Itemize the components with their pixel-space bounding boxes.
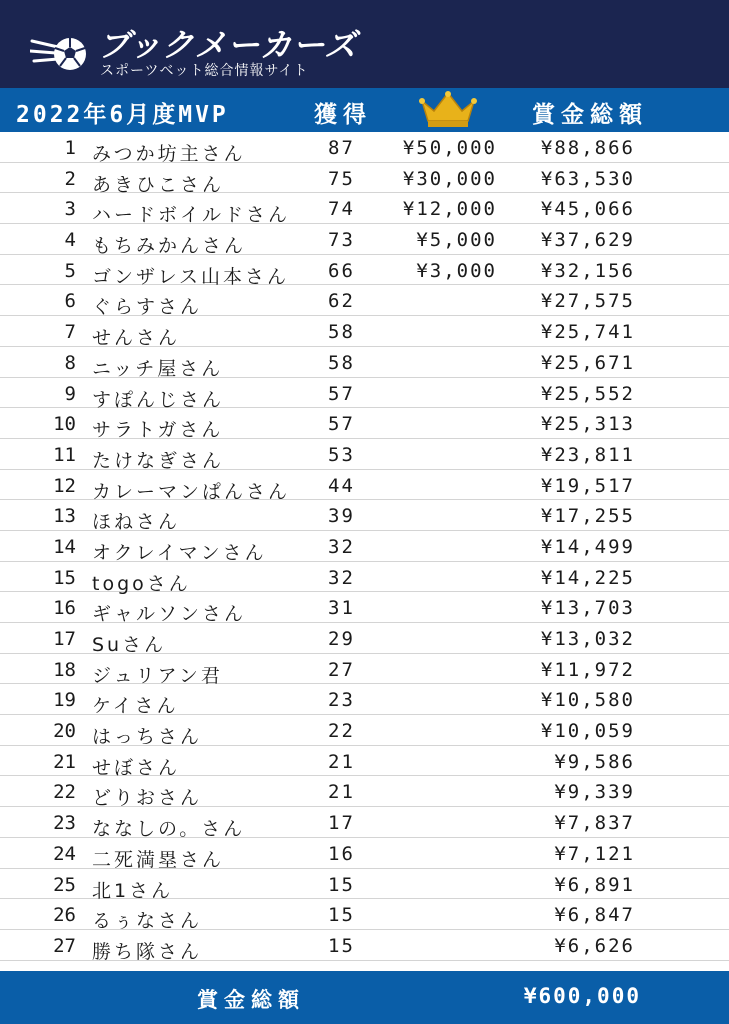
points-cell: 21 xyxy=(328,781,355,804)
table-row xyxy=(0,776,729,810)
table-row xyxy=(0,378,729,409)
table-row xyxy=(0,654,729,685)
points-cell: 17 xyxy=(328,812,355,835)
total-prize-header: 賞金総額 xyxy=(532,102,648,128)
prize-cell: ¥25,552 xyxy=(540,382,635,405)
table-header xyxy=(0,88,729,132)
rank-cell: 18 xyxy=(53,658,76,681)
points-cell: 32 xyxy=(328,566,355,589)
name-cell: あきひこさん xyxy=(92,173,225,196)
rank-cell: 10 xyxy=(53,413,76,436)
table-row xyxy=(0,930,729,961)
points-cell: 44 xyxy=(328,474,355,497)
points-cell: 62 xyxy=(328,290,355,313)
points-cell: 22 xyxy=(328,720,355,743)
soccer-ball-icon xyxy=(30,27,88,77)
name-cell: ゴンザレス山本さん xyxy=(92,265,290,288)
prize-cell: ¥17,255 xyxy=(540,505,635,528)
prize-cell: ¥11,972 xyxy=(540,658,635,681)
rank-cell: 27 xyxy=(53,934,76,957)
bonus-cell: ¥5,000 xyxy=(416,229,497,252)
prize-cell: ¥14,225 xyxy=(540,566,635,589)
prize-cell: ¥13,032 xyxy=(540,628,635,650)
table-row xyxy=(0,869,729,900)
table-row xyxy=(0,163,729,194)
table-row xyxy=(0,562,729,593)
prize-cell: ¥13,703 xyxy=(540,597,635,620)
points-cell: 87 xyxy=(328,137,355,159)
footer-total-value: ¥600,000 xyxy=(523,984,641,1008)
name-cell: サラトガさん xyxy=(92,419,224,442)
points-cell: 32 xyxy=(328,535,355,558)
prize-cell: ¥25,671 xyxy=(540,351,635,374)
table-row xyxy=(0,807,729,841)
rank-cell: 5 xyxy=(64,259,76,282)
rank-cell: 1 xyxy=(64,137,76,159)
footer-label: 賞金総額 xyxy=(197,988,305,1012)
name-cell: せぼさん xyxy=(92,756,181,779)
table-row xyxy=(0,255,729,286)
points-cell: 16 xyxy=(328,842,355,865)
rank-cell: 19 xyxy=(53,689,76,712)
prize-cell: ¥27,575 xyxy=(540,290,635,313)
table-footer xyxy=(0,971,729,1024)
points-cell: 15 xyxy=(328,904,355,927)
prize-cell: ¥6,847 xyxy=(554,904,635,927)
name-cell: ジュリアン君 xyxy=(92,664,223,687)
table-row xyxy=(0,316,729,350)
points-cell: 58 xyxy=(328,321,355,344)
name-cell: もちみかんさん xyxy=(92,235,247,258)
rank-cell: 21 xyxy=(53,750,76,773)
prize-cell: ¥6,626 xyxy=(554,934,635,957)
name-cell: togoさん xyxy=(92,572,191,595)
name-cell: 勝ち隊さん xyxy=(92,940,203,963)
rank-cell: 17 xyxy=(53,628,76,650)
rank-cell: 15 xyxy=(53,566,76,589)
rank-cell: 25 xyxy=(53,873,76,896)
name-cell: 二死満塁さん xyxy=(92,848,225,871)
table-row xyxy=(0,531,729,562)
prize-cell: ¥9,339 xyxy=(554,781,635,804)
table-row xyxy=(0,500,729,534)
bonus-cell: ¥50,000 xyxy=(402,137,497,159)
rank-cell: 7 xyxy=(64,321,76,344)
prize-cell: ¥23,811 xyxy=(540,443,635,466)
points-cell: 53 xyxy=(328,443,355,466)
table-row xyxy=(0,715,729,749)
bonus-cell: ¥3,000 xyxy=(416,259,497,282)
points-cell: 23 xyxy=(328,689,355,712)
brand-subtitle: スポーツベット総合情報サイト xyxy=(100,63,309,79)
prize-cell: ¥10,059 xyxy=(540,720,635,743)
rank-cell: 24 xyxy=(53,842,76,865)
rank-cell: 14 xyxy=(53,535,76,558)
name-cell: はっちさん xyxy=(92,726,203,749)
table-row xyxy=(0,470,729,501)
points-cell: 15 xyxy=(328,934,355,957)
prize-cell: ¥10,580 xyxy=(540,689,635,712)
table-row xyxy=(0,746,729,777)
prize-cell: ¥25,313 xyxy=(540,413,635,436)
bonus-cell: ¥30,000 xyxy=(402,167,497,190)
page-title: 2022年6月度MVP xyxy=(16,102,229,128)
points-cell: 21 xyxy=(328,750,355,773)
points-cell: 27 xyxy=(328,658,355,681)
rank-cell: 2 xyxy=(64,167,76,190)
prize-cell: ¥19,517 xyxy=(540,474,635,497)
prize-cell: ¥63,530 xyxy=(540,167,635,190)
name-cell: るぅなさん xyxy=(92,910,203,933)
table-row xyxy=(0,132,729,163)
prize-cell: ¥7,837 xyxy=(554,812,635,835)
table-row xyxy=(0,899,729,933)
name-cell: オクレイマンさん xyxy=(92,541,267,564)
points-header: 獲得 xyxy=(314,102,372,128)
rank-cell: 9 xyxy=(64,382,76,405)
points-cell: 73 xyxy=(328,229,355,252)
rank-cell: 12 xyxy=(53,474,76,497)
points-cell: 15 xyxy=(328,873,355,896)
points-cell: 29 xyxy=(328,628,355,650)
points-cell: 58 xyxy=(328,351,355,374)
name-cell: ケイさん xyxy=(92,695,179,718)
prize-cell: ¥9,586 xyxy=(554,750,635,773)
rank-cell: 23 xyxy=(53,812,76,835)
table-row xyxy=(0,224,729,258)
rank-cell: 16 xyxy=(53,597,76,620)
rank-cell: 8 xyxy=(64,351,76,374)
points-cell: 31 xyxy=(328,597,355,620)
prize-cell: ¥14,499 xyxy=(540,535,635,558)
rank-cell: 20 xyxy=(53,720,76,743)
name-cell: ハードボイルドさん xyxy=(92,204,291,227)
name-cell: Suさん xyxy=(92,634,167,656)
prize-cell: ¥88,866 xyxy=(540,137,635,159)
name-cell: ニッチ屋さん xyxy=(92,357,224,380)
brand-name[interactable]: ブックメーカーズ xyxy=(98,26,358,64)
table-row xyxy=(0,439,729,470)
bonus-cell: ¥12,000 xyxy=(402,198,497,221)
rank-cell: 26 xyxy=(53,904,76,927)
name-cell: たけなぎさん xyxy=(92,449,225,472)
name-cell: すぽんじさん xyxy=(92,388,225,411)
rank-cell: 13 xyxy=(53,505,76,528)
prize-cell: ¥37,629 xyxy=(540,229,635,252)
rank-cell: 4 xyxy=(64,229,76,252)
prize-cell: ¥25,741 xyxy=(540,321,635,344)
name-cell: ほねさん xyxy=(92,511,181,534)
points-cell: 75 xyxy=(328,167,355,190)
name-cell: ギャルソンさん xyxy=(92,603,247,626)
rank-cell: 3 xyxy=(64,198,76,221)
name-cell: 北1さん xyxy=(92,879,174,902)
name-cell: みつか坊主さん xyxy=(92,143,246,165)
name-cell: せんさん xyxy=(92,327,181,350)
table-row xyxy=(0,347,729,378)
table-row xyxy=(0,408,729,442)
name-cell: ななしの。さん xyxy=(92,818,246,841)
points-cell: 57 xyxy=(328,382,355,405)
prize-cell: ¥7,121 xyxy=(554,842,635,865)
brand-header xyxy=(0,0,729,88)
rank-cell: 6 xyxy=(64,290,76,313)
table-row xyxy=(0,592,729,626)
table-row xyxy=(0,623,729,654)
prize-cell: ¥6,891 xyxy=(554,873,635,896)
points-cell: 57 xyxy=(328,413,355,436)
points-cell: 74 xyxy=(328,198,355,221)
points-cell: 66 xyxy=(328,259,355,282)
table-row xyxy=(0,285,729,319)
prize-cell: ¥45,066 xyxy=(540,198,635,221)
rank-cell: 22 xyxy=(53,781,76,804)
table-row xyxy=(0,193,729,227)
rank-cell: 11 xyxy=(53,443,76,466)
name-cell: どりおさん xyxy=(92,787,203,810)
name-cell: ぐらすさん xyxy=(92,296,203,319)
points-cell: 39 xyxy=(328,505,355,528)
prize-cell: ¥32,156 xyxy=(540,259,635,282)
ranking-table xyxy=(0,132,729,961)
crown-icon xyxy=(418,91,478,129)
table-row xyxy=(0,838,729,869)
table-row xyxy=(0,684,729,718)
name-cell: カレーマンぱんさん xyxy=(92,480,291,503)
